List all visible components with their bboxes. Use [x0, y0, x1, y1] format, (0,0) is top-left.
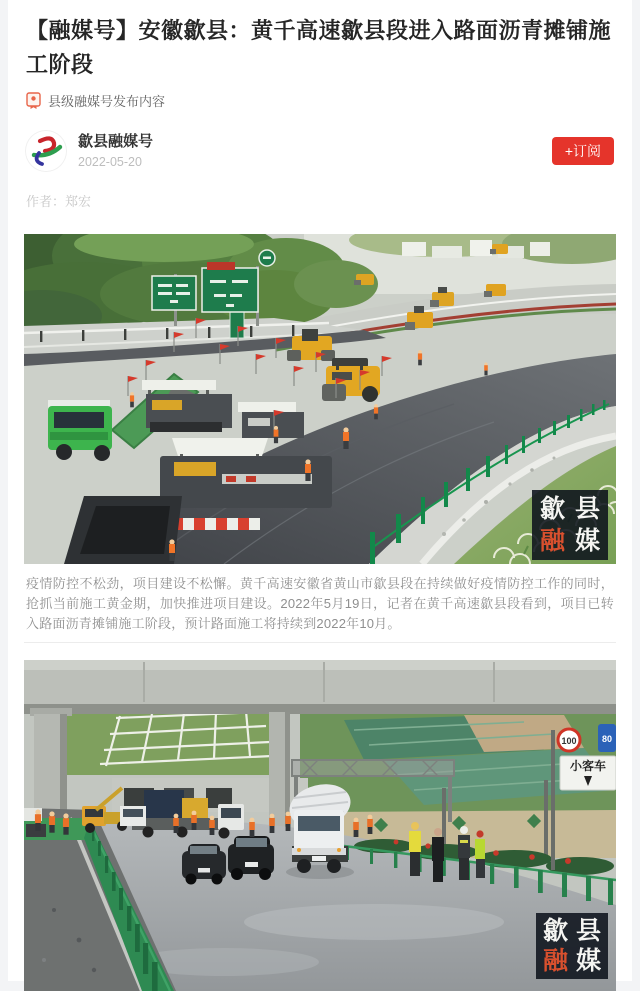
article-photo-overpass-ground[interactable]: [24, 660, 616, 991]
publisher-name[interactable]: 歙县融媒号: [78, 132, 154, 150]
striped-screed-board: [172, 518, 260, 530]
photo-watermark: [532, 490, 608, 560]
photo-caption: 疫情防控不松劲，项目建设不松懈。黄千高速安徽省黄山市歙县段在持续做好疫情防控工作的同时，抢抓当前施工黄金期，加快推进项目建设。2022年5月19日，记者在黄千高速歙县段看到，项目已转入路面沥青摊铺施工阶段，预计路面施工将持续到2022年10月。: [26, 576, 614, 631]
publisher-meta: [78, 133, 552, 170]
dark-suv: [228, 836, 274, 880]
watermark-char: 融: [542, 946, 568, 975]
publisher-logo-icon: [26, 131, 66, 171]
publish-date: 2022-05-20: [78, 154, 142, 169]
subscribe-button[interactable]: +订阅: [552, 137, 614, 165]
dark-car: [182, 844, 226, 885]
section-divider: [24, 642, 616, 643]
media-badge-icon: [26, 92, 41, 109]
watermark-char: 媒: [574, 526, 600, 555]
photo-watermark: [536, 913, 608, 979]
speed-limit-100-sign: 100: [561, 736, 577, 746]
source-badge-label: 县级融媒号发布内容: [48, 93, 166, 109]
watermark-char: 歙: [539, 494, 565, 523]
article-photo-paving-aerial[interactable]: [24, 234, 616, 564]
source-badge: [26, 90, 614, 110]
watermark-char: 媒: [575, 946, 601, 975]
paver-canopy-mid: [238, 402, 304, 438]
photo2-illustration: [24, 660, 616, 991]
publisher-avatar[interactable]: [26, 131, 66, 171]
small-vehicle-sign-label: 小客车: [569, 759, 607, 773]
article-card: [8, 0, 632, 981]
publisher-row: [26, 130, 614, 172]
watermark-char: 歙: [542, 916, 568, 945]
watermark-char: 县: [574, 494, 600, 523]
speed-limit-80-sign: 80: [601, 734, 613, 744]
photo1-illustration: [24, 234, 616, 564]
page-title: 【融媒号】安徽歙县：黄千高速歙县段进入路面沥青摊铺施工阶段: [26, 18, 612, 77]
hill-left-grid: [64, 705, 279, 775]
author-line: 作者：郑宏: [26, 194, 92, 209]
watermark-char: 融: [539, 526, 565, 555]
watermark-char: 县: [575, 916, 601, 945]
